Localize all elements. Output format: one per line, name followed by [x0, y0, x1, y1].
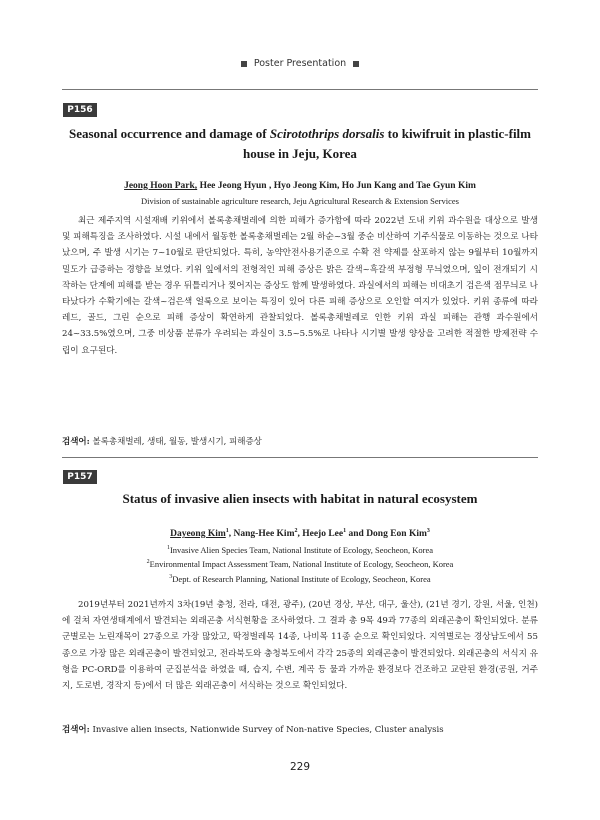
co-authors: Hee Jeong Hyun , Hyo Jeong Kim, Ho Jun Kang and Tae Gyun Kim — [197, 181, 476, 191]
presenting-author: Dayeong Kim — [170, 529, 226, 540]
affiliation-marker: 1 — [166, 545, 170, 551]
affiliation — [62, 195, 538, 208]
keywords — [62, 435, 538, 447]
section-divider — [62, 457, 538, 458]
running-header — [0, 58, 600, 69]
abstract-title — [62, 124, 538, 164]
title-text: to kiwifruit in plastic-film house in Jeju, Korea — [243, 126, 531, 161]
presenting-author: Jeong Hoon Park, — [124, 181, 198, 191]
abstract-id-badge: P157 — [63, 470, 97, 484]
affiliation-text: Dept. of Research Planning, National Institute of Ecology, Seocheon, Korea — [172, 573, 431, 584]
affiliation-text: Environmental Impact Assessment Team, National Institute of Ecology, Seocheon, Korea — [149, 559, 454, 570]
co-author: , Heejo Lee — [297, 529, 344, 540]
co-author: , Nang-Hee Kim — [228, 529, 295, 540]
affiliation-text: Invasive Alien Species Team, National Institute of Ecology, Seocheon, Korea — [169, 544, 434, 555]
abstract-body: 2019년부터 2021년까지 3차(19년 충청, 전라, 대전, 광주), (20년 경상, 부산, 대구, 울산), (21년 경기, 강원, 서울, 인천)에 걸쳐 자연생태계에서 발견되는 외래곤충 서식현황을 조사하였다. 그 결과 총 9목 49과 77종의 외래곤충이 확인되었다. 분류군별로는 노린재목이 27종으로 가장 많았고, 딱정벌레목 14종, 나비목 11종 순으로 확인되었다. 지역별로는 경상남도에서 55종으로 가장 많은 외래곤충이 발견되었고, 전라북도와 충청북도에서 각각 25종의 외래곤충이 발견되었다. 외래곤충의 서식지 유형을 PC-ORD를 이용하여 군집분석을 하였을 때, 습지, 수변, 계곡 등 물과 가까운 환경보다 건조하고 교란된 환경(공원, 거주지, 도로변, 경작지 등)에서 더 많은 외래곤충이 서식하는 것으로 확인되었다. — [62, 600, 538, 692]
affiliation-marker: 2 — [146, 559, 150, 566]
co-author: and Dong Eon Kim — [346, 529, 427, 540]
affiliation-line — [62, 556, 538, 570]
square-bullet-icon — [353, 61, 359, 67]
affiliation-marker: 3 — [169, 573, 173, 580]
affiliation-line — [62, 542, 538, 556]
keywords-label: 검색어: — [62, 725, 90, 735]
abstract-id-badge: P156 — [63, 103, 97, 117]
page-number: 229 — [289, 761, 311, 773]
author-list — [62, 181, 538, 191]
abstract-body: 최근 제주지역 시설재배 키위에서 볼록총채벌레에 의한 피해가 증가함에 따라 2022년 도내 키위 과수원을 대상으로 발생 및 피해특징을 조사하였다. 시설 내에서 월동한 볼록총채벌레는 2월 하순~3월 중순 비산하여 기주식물로 이동하는 것으로 나타났으며, 주 발생 시기는 7~10월로 판단되었다. 특히, 농약안전사용기준으로 수확 전 약제를 살포하지 않는 9월부터 10월까지 밀도가 급증하는 경향을 보였다. 키위 잎에서의 전형적인 피해 증상은 밝은 갈색~흑갈색 부정형 무늬였으며, 잎이 전개되기 시작하는 단계에 피해를 받는 경우 뒤틀리거나 찢어지는 증상도 함께 발생하였다. 과실에서의 피해는 비대초기 검은색 점무늬로 나타났다가 수확기에는 갈색~검은색 얼룩으로 보이는 특징이 있어 다른 피해 증상으로 오인할 여지가 있었다. 키위 종류에 따라 레드, 골드, 그린 순으로 피해 증상이 확연하게 관찰되었다. 볼록총채벌레로 인한 키위 과실 피해는 관행 과수원에서 24~33.5%였으며, 그중 비상품 분류가 우려되는 과실이 3.5~5.5%로 나타나 시기별 발생 양상을 고려한 적절한 방제전략 수립이 요구된다. — [62, 216, 538, 356]
affiliation-list — [62, 542, 538, 585]
affiliation-marker: 1 — [225, 528, 229, 534]
keywords — [62, 723, 538, 735]
author-list — [62, 528, 538, 539]
keywords-text: Invasive alien insects, Nationwide Survey of Non-native Species, Cluster analysis — [89, 725, 444, 735]
title-text: Seasonal occurrence and damage of — [68, 126, 270, 141]
affiliation-marker: 3 — [426, 528, 430, 534]
affiliation-line: Division of sustainable agriculture research, Jeju Agricultural Research & Extension Services — [141, 196, 459, 206]
species-name: Scirotothrips dorsalis — [269, 126, 385, 141]
abstract-title: Status of invasive alien insects with habitat in natural ecosystem — [122, 491, 478, 506]
square-bullet-icon — [241, 61, 247, 67]
keywords-text: 볼록총채벌레, 생태, 월동, 발생시기, 피해증상 — [89, 437, 262, 447]
section-divider — [62, 89, 538, 90]
affiliation-marker: 1 — [343, 528, 347, 534]
header-label: Poster Presentation — [253, 58, 347, 69]
keywords-label: 검색어: — [62, 437, 90, 447]
affiliation-marker: 2 — [294, 528, 298, 534]
affiliation-line — [62, 571, 538, 585]
